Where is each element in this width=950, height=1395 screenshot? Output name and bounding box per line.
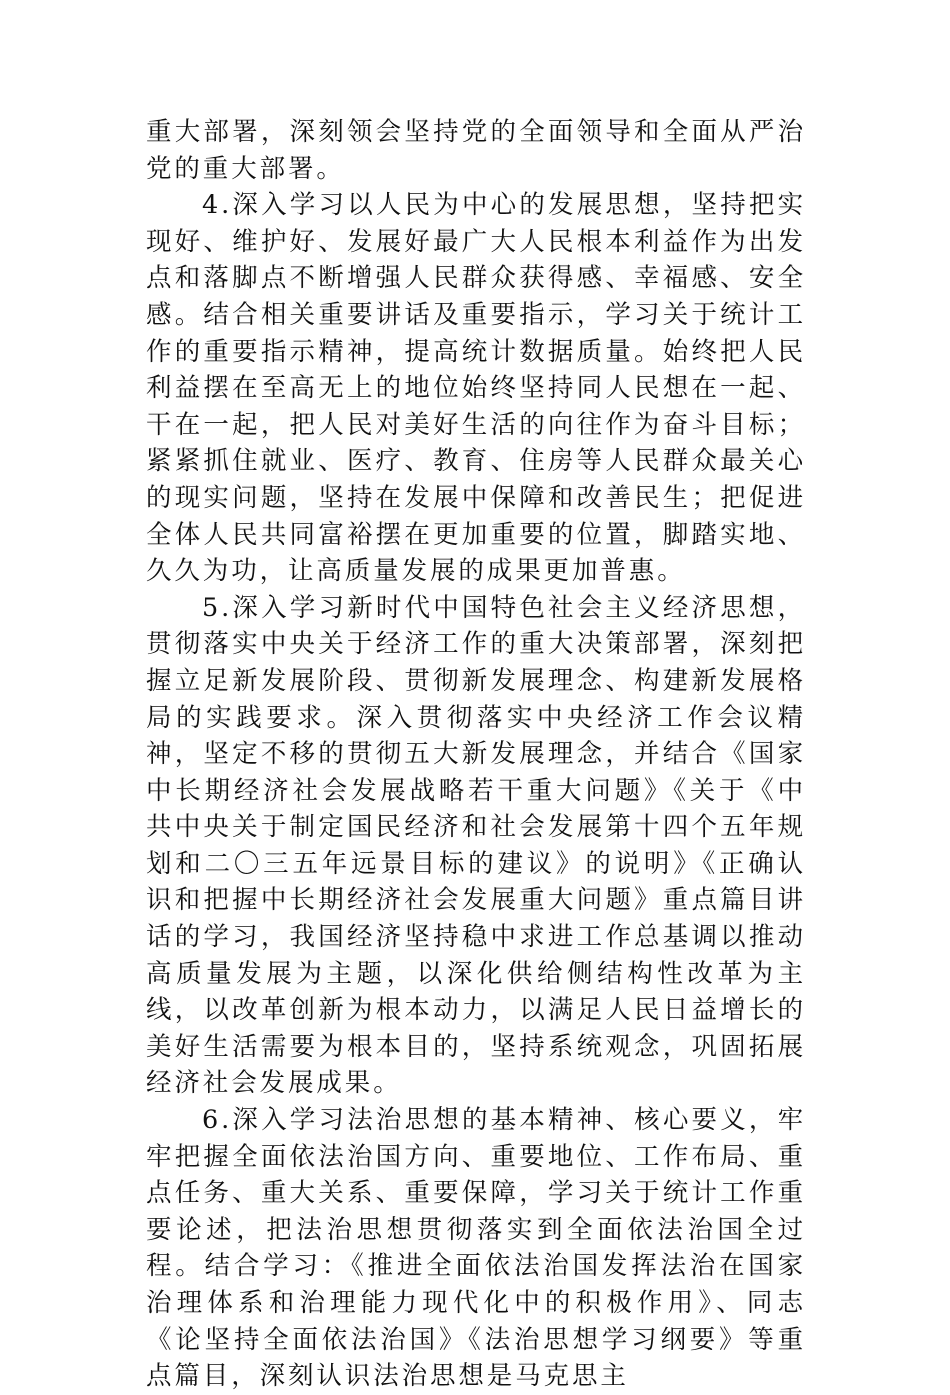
paragraph-item-6: 6.深入学习法治思想的基本精神、核心要义，牢牢把握全面依法治国方向、重要地位、工作布局、重点任务、重大关系、重要保障，学习关于统计工作重要论述，把法治思想贯彻落实到全面依法治国全过程。结合学习：《推进全面依法治国发挥法治在国家治理体系和治理能力现代化中的积极作用》、同志《论坚持全面依法治国》《法治思想学习纲要》等重点篇目，深刻认识法治思想是马克思主: [146, 1105, 806, 1392]
document-body: [146, 114, 806, 1395]
paragraph-item-5: 5.深入学习新时代中国特色社会主义经济思想，贯彻落实中央关于经济工作的重大决策部署，深刻把握立足新发展阶段、贯彻新发展理念、构建新发展格局的实践要求。深入贯彻落实中央经济工作会议精神，坚定不移的贯彻五大新发展理念，并结合《国家中长期经济社会发展战略若干重大问题》《关于《中共中央关于制定国民经济和社会发展第十四个五年规划和二〇三五年远景目标的建议》的说明》《正确认识和把握中长期经济社会发展重大问题》重点篇目讲话的学习，我国经济坚持稳中求进工作总基调以推动高质量发展为主题，以深化供给侧结构性改革为主线，以改革创新为根本动力，以满足人民日益增长的美好生活需要为根本目的，坚持系统观念，巩固拓展经济社会发展成果。: [146, 592, 806, 1099]
paragraph-item-4: 4.深入学习以人民为中心的发展思想，坚持把实现好、维护好、发展好最广大人民根本利益作为出发点和落脚点不断增强人民群众获得感、幸福感、安全感。结合相关重要讲话及重要指示，学习关于统计工作的重要指示精神，提高统计数据质量。始终把人民利益摆在至高无上的地位始终坚持同人民想在一起、干在一起，把人民对美好生活的向往作为奋斗目标；紧紧抓住就业、医疗、教育、住房等人民群众最关心的现实问题，坚持在发展中保障和改善民生；把促进全体人民共同富裕摆在更加重要的位置，脚踏实地、久久为功，让高质量发展的成果更加普惠。: [146, 190, 806, 587]
paragraph-continuation: 重大部署，深刻领会坚持党的全面领导和全面从严治党的重大部署。: [146, 117, 806, 184]
